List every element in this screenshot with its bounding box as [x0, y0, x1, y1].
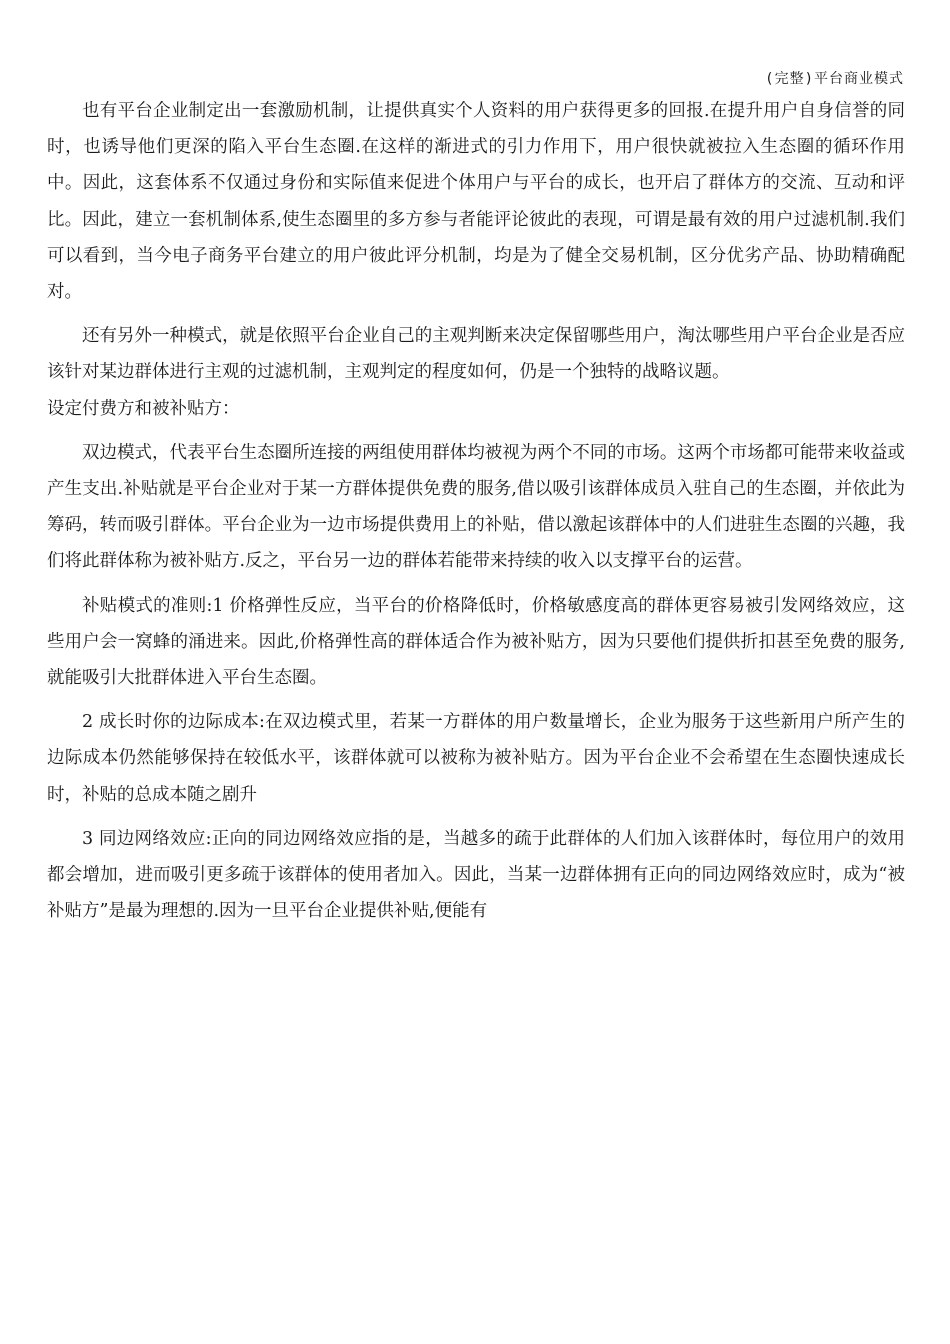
paragraph-subsidy-rule-2: 2 成长时你的边际成本:在双边模式里，若某一方群体的用户数量增长，企业为服务于这些新用户所产生的边际成本仍然能够保持在较低水平，该群体就可以被称为被补贴方。因为平台企业不会希望在生态圈快速成长时，补贴的总成本随之剧升: [47, 712, 905, 805]
document-body: [47, 93, 905, 929]
paragraph-incentive-mechanism: 也有平台企业制定出一套激励机制，让提供真实个人资料的用户获得更多的回报.在提升用户自身信誉的同时，也诱导他们更深的陷入平台生态圈.在这样的渐进式的引力作用下，用户很快就被拉入生态圈的循环作用中。因此，这套体系不仅通过身份和实际值来促进个体用户与平台的成长，也开启了群体方的交流、互动和评比。因此，建立一套机制体系,使生态圈里的多方参与者能评论彼此的表现，可谓是最有效的用户过滤机制.我们可以看到，当今电子商务平台建立的用户彼此评分机制，均是为了健全交易机制，区分优劣产品、协助精确配对。: [47, 101, 905, 303]
paragraph-subjective-filtering: 还有另外一种模式，就是依照平台企业自己的主观判断来决定保留哪些用户，淘汰哪些用户平台企业是否应该针对某边群体进行主观的过滤机制，主观判定的程度如何，仍是一个独特的战略议题。: [47, 326, 905, 383]
section-heading-payer-subsidized: 设定付费方和被补贴方：: [47, 398, 240, 419]
paragraph-subsidy-rule-1: 补贴模式的准则:1 价格弹性反应，当平台的价格降低时，价格敏感度高的群体更容易被引发网络效应，这些用户会一窝蜂的涌进来。因此,价格弹性高的群体适合作为被补贴方，因为只要他们提供折扣甚至免费的服务,就能吸引大批群体进入平台生态圈。: [47, 595, 905, 689]
paragraph-subsidy-rule-3: 3 同边网络效应:正向的同边网络效应指的是，当越多的疏于此群体的人们加入该群体时，每位用户的效用都会增加，进而吸引更多疏于该群体的使用者加入。因此，当某一边群体拥有正向的同边网络效应时，成为“被补贴方”是最为理想的.因为一旦平台企业提供补贴,便能有: [47, 828, 905, 922]
running-header: (完整)平台商业模式: [765, 71, 904, 87]
paragraph-two-sided-model: 双边模式，代表平台生态圈所连接的两组使用群体均被视为两个不同的市场。这两个市场都可能带来收益或产生支出.补贴就是平台企业对于某一方群体提供免费的服务,借以吸引该群体成员入驻自己的生态圈，并依此为筹码，转而吸引群体。平台企业为一边市场提供费用上的补贴，借以激起该群体中的人们进驻生态圈的兴趣，我们将此群体称为被补贴方.反之，平台另一边的群体若能带来持续的收入以支撑平台的运营。: [47, 442, 905, 572]
